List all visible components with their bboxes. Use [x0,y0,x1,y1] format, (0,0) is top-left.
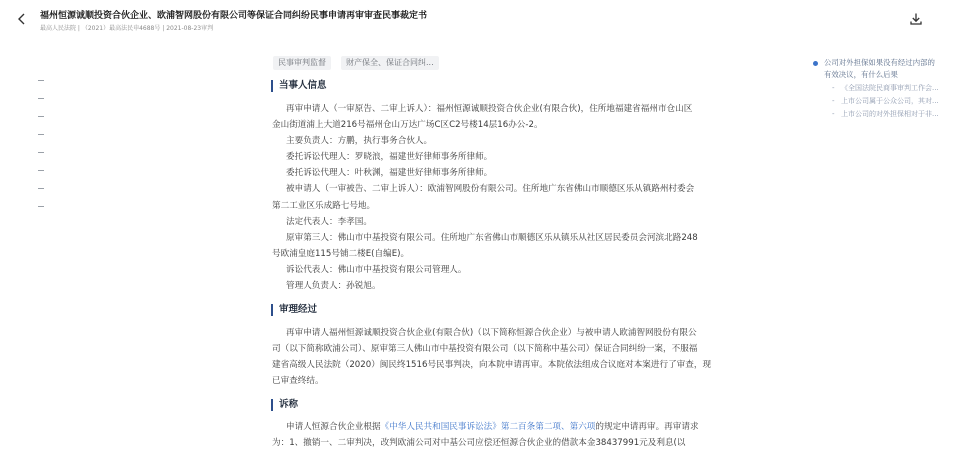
document-title: 福州恒源诚顺投资合伙企业、欧浦智网股份有限公司等保证合同纠纷民事申请再审审查民事裁定书 [40,11,428,21]
text-line [272,420,704,436]
outline-title-line: 有效决议，有什么后果 [824,70,898,79]
text-line: 已审查终结。 [272,376,324,386]
text-line: 主要负责人：方鹏，执行事务合伙人。 [286,136,433,147]
section-body-parties [272,101,704,294]
text-line: 金山街道浦上大道216号福州仓山万达广场C区C2号楼14层16办公-2。 [272,120,543,131]
outline-item-label: 上市公司的对外担保相对于非... [841,110,939,118]
text-line: 诉讼代表人：佛山市中基投资有限公司管理人。 [286,264,467,275]
tag-guarantee-dispute[interactable]: 财产保全、保证合同纠... [341,56,439,70]
document-subtitle: 最高人民法院 | （2021）最高法民申4688号 | 2021-08-23审判 [40,25,214,32]
outline-title-line: 公司对外担保如果没有经过内部的 [824,58,935,67]
text-line: 司（以下简称欧浦公司）、原审第三人佛山市中基投资有限公司（以下简称中基公司）保证合同纠纷一案，不服福 [272,344,698,354]
outline-active-dot [813,61,818,66]
text-line: 原审第三人：佛山市中基投资有限公司。住所地广东省佛山市顺德区乐从镇乐从社区居民委员会河滨北路248 [286,232,698,243]
sidebar-marker[interactable] [38,206,44,207]
outline-item-label: 上市公司属于公众公司，其对... [841,97,939,105]
outline-dash: - [832,110,835,118]
text-line: 号欧浦皇庭115号铺二楼E(自编E)。 [272,248,410,259]
section-heading-parties: 当事人信息 [271,80,327,92]
outline-item[interactable] [832,108,939,121]
section-body-claims [272,420,704,451]
chevron-left-icon [15,12,29,26]
text-line: 再审申请人（一审原告、二审上诉人）：福州恒源诚顺投资合伙企业(有限合伙)，住所地福建省福州市仓山区 [286,104,693,114]
text-line: 建省高级人民法院（2020）闽民终1516号民事判决，向本院申请再审。本院依法组成合议庭对本案进行了审查，现 [272,360,712,370]
text-line: 第二工业区乐成路七号地。 [272,200,376,211]
text-line: 委托诉讼代理人：罗晓浪，福建世好律师事务所律师。 [286,152,493,163]
section-heading-proceedings: 审理经过 [271,304,317,316]
download-icon [909,12,923,26]
download-button[interactable] [909,12,923,26]
outline-dash: - [832,84,835,92]
sidebar-marker[interactable] [38,152,44,153]
text-line: 为：1、撤销一、二审判决，改判欧浦公司对中基公司应偿还恒源合伙企业的借款本金38437991元及利息(以 [272,437,686,448]
outline-item-label: 《全国法院民商事审判工作会... [841,84,939,92]
law-citation-link[interactable]: 《中华人民共和国民事诉讼法》第二百条第二项、第六项 [380,422,596,432]
sidebar-marker[interactable] [38,134,44,135]
tag-civil-retrial[interactable]: 民事审判监督 [273,56,331,70]
text-line: 委托诉讼代理人：叶秋渊，福建世好律师事务所律师。 [286,168,493,179]
text-segment: 的规定申请再审。再审请求 [595,422,699,432]
text-line: 再审申请人福州恒源诚顺投资合伙企业(有限合伙)（以下简称恒源合伙企业）与被申请人欧浦智网股份有限公 [286,328,697,338]
outline-list [832,82,939,121]
outline-title[interactable] [824,57,935,81]
section-body-proceedings [272,325,712,389]
sidebar-marker[interactable] [38,98,44,99]
section-heading-claims: 诉称 [271,399,298,411]
text-segment: 申请人恒源合伙企业根据 [286,422,381,432]
outline-dash: - [832,97,835,105]
outline-item[interactable] [832,82,939,95]
sidebar-marker[interactable] [38,80,44,81]
outline-item[interactable] [832,95,939,108]
text-line: 法定代表人：李孝国。 [286,216,372,227]
back-button[interactable] [15,12,29,26]
tag-list [273,56,439,70]
text-line: 被申请人（一审被告、二审上诉人）：欧浦智网股份有限公司。住所地广东省佛山市顺德区乐从镇路州村委会 [286,184,695,195]
sidebar-marker[interactable] [38,116,44,117]
text-line: 管理人负责人：孙锐旭。 [286,281,381,292]
sidebar-marker[interactable] [38,170,44,171]
sidebar-marker[interactable] [38,188,44,189]
